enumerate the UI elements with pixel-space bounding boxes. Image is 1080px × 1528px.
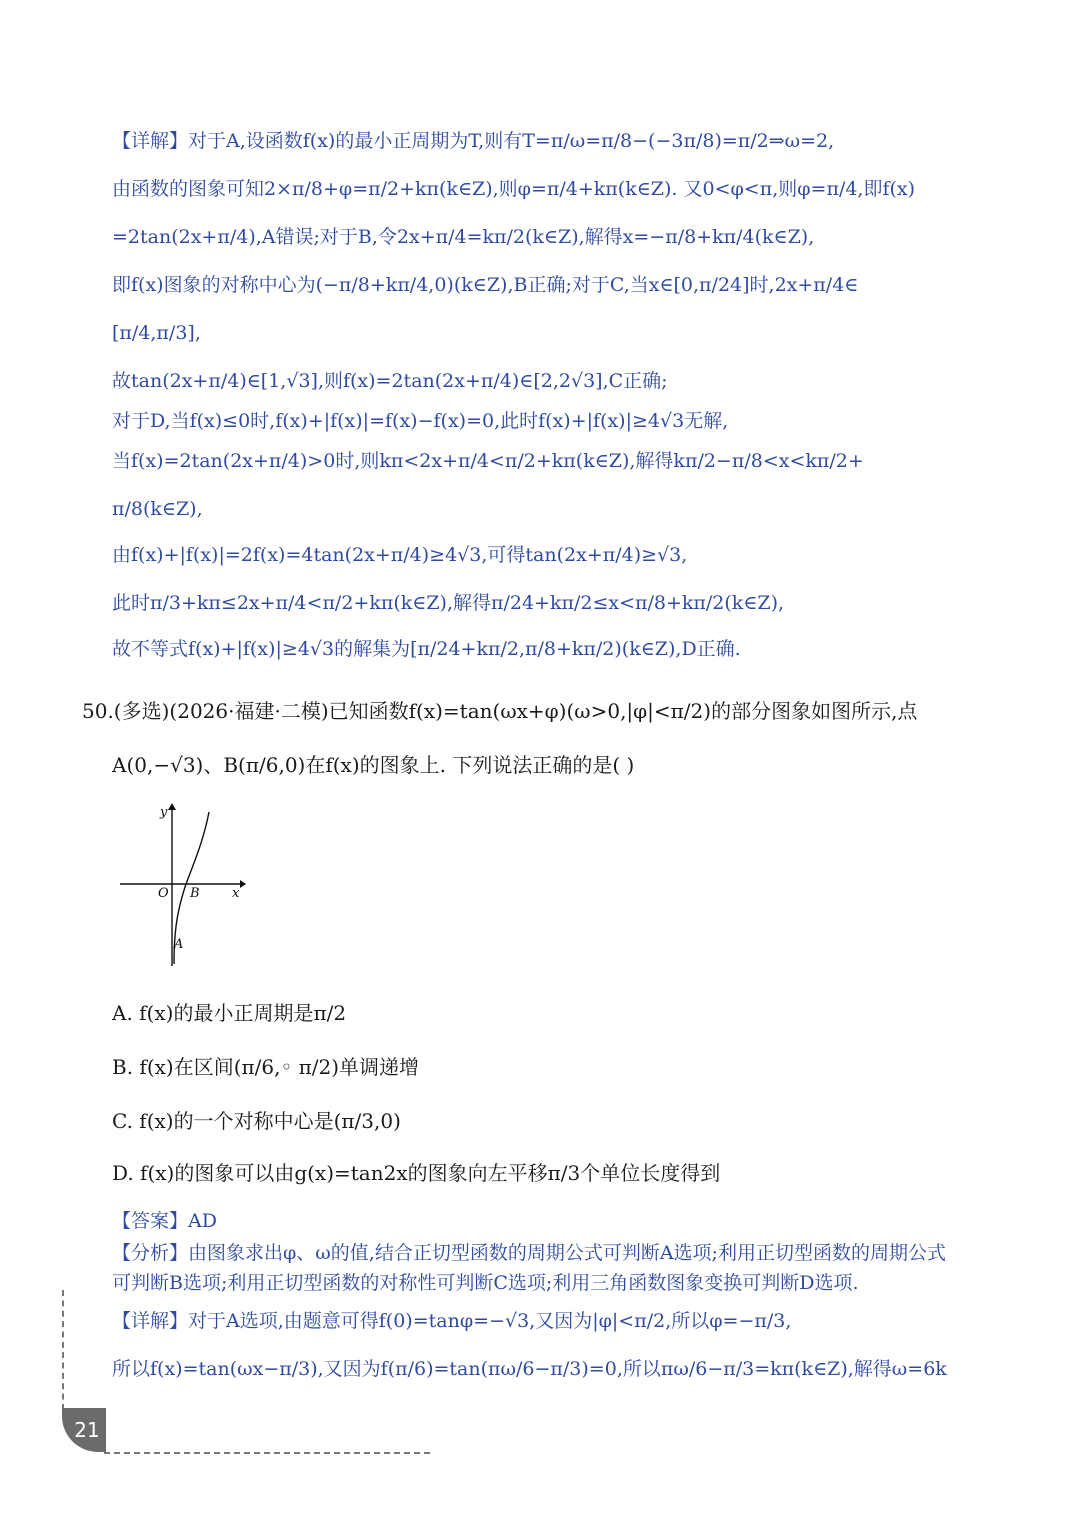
answer-line: 【答案】AD (112, 1210, 217, 1232)
solution-line-5: [π/4,π/3], (112, 322, 201, 344)
option-c: C. f(x)的一个对称中心是(π/3,0) (112, 1109, 401, 1133)
solution-line-8: 当f(x)=2tan(2x+π/4)>0时,则kπ<2x+π/4<π/2+kπ(k∈Z),解得kπ/2−π/8<x<kπ/2+ (112, 450, 864, 472)
detail-line-2: 所以f(x)=tan(ωx−π/3),又因为f(π/6)=tan(πω/6−π/3)=0,所以πω/6−π/3=kπ(k∈Z),解得ω=6k (112, 1358, 947, 1380)
option-a: A. f(x)的最小正周期是π/2 (112, 1001, 347, 1025)
question-stem-line-2: A(0,−√3)、B(π/6,0)在f(x)的图象上. 下列说法正确的是( ) (112, 753, 635, 777)
solution-line-1: 【详解】对于A,设函数f(x)的最小正周期为T,则有T=π/ω=π/8−(−3π/8)=π/2⇒ω=2, (112, 130, 835, 152)
detail-line-1: 【详解】对于A选项,由题意可得f(0)=tanφ=−√3,又因为|φ|<π/2,所以φ=−π/3, (112, 1310, 792, 1332)
option-b: B. f(x)在区间(π/6,◦ π/2)单调递增 (112, 1055, 420, 1079)
solution-line-3: =2tan(2x+π/4),A错误;对于B,令2x+π/4=kπ/2(k∈Z),解得x=−π/8+kπ/4(k∈Z), (112, 226, 815, 248)
page-corner-dashed-left (62, 1290, 64, 1410)
solution-line-11: 此时π/3+kπ≤2x+π/4<π/2+kπ(k∈Z),解得π/24+kπ/2≤x<π/8+kπ/2(k∈Z), (112, 592, 785, 614)
solution-line-2: 由函数的图象可知2×π/8+φ=π/2+kπ(k∈Z),则φ=π/4+kπ(k∈Z). 又0<φ<π,则φ=π/4,即f(x) (112, 178, 916, 200)
option-d: D. f(x)的图象可以由g(x)=tan2x的图象向左平移π/3个单位长度得到 (112, 1161, 721, 1185)
solution-line-9: π/8(k∈Z), (112, 498, 203, 520)
solution-line-6: 故tan(2x+π/4)∈[1,√3],则f(x)=2tan(2x+π/4)∈[2,2√3],C正确; (112, 370, 668, 392)
page-number: 21 (74, 1418, 100, 1442)
x-axis-arrow (240, 880, 246, 888)
analysis-line-1: 【分析】由图象求出φ、ω的值,结合正切型函数的周期公式可判断A选项;利用正切型函数的周期公式 (112, 1242, 946, 1264)
solution-line-12: 故不等式f(x)+|f(x)|≥4√3的解集为[π/24+kπ/2,π/8+kπ/2)(k∈Z),D正确. (112, 638, 741, 660)
y-label: y (160, 805, 168, 820)
y-axis-arrow (168, 803, 176, 810)
solution-line-10: 由f(x)+|f(x)|=2f(x)=4tan(2x+π/4)≥4√3,可得tan(2x+π/4)≥√3, (112, 544, 688, 566)
point-b-label: B (190, 886, 200, 901)
solution-line-4: 即f(x)图象的对称中心为(−π/8+kπ/4,0)(k∈Z),B正确;对于C,当x∈[0,π/24]时,2x+π/4∈ (112, 274, 859, 296)
solution-line-7: 对于D,当f(x)≤0时,f(x)+|f(x)|=f(x)−f(x)=0,此时f(x)+|f(x)|≥4√3无解, (112, 410, 729, 432)
page-corner-dashed-bottom (104, 1452, 430, 1454)
function-graph (112, 798, 252, 970)
analysis-line-2: 可判断B选项;利用正切型函数的对称性可判断C选项;利用三角函数图象变换可判断D选项. (112, 1272, 859, 1294)
origin-label: O (158, 886, 169, 901)
question-stem-line-1: 50.(多选)(2026·福建·二模)已知函数f(x)=tan(ωx+φ)(ω>0,|φ|<π/2)的部分图象如图所示,点 (82, 699, 918, 723)
point-a-label: A (174, 937, 184, 952)
x-label: x (232, 886, 240, 901)
